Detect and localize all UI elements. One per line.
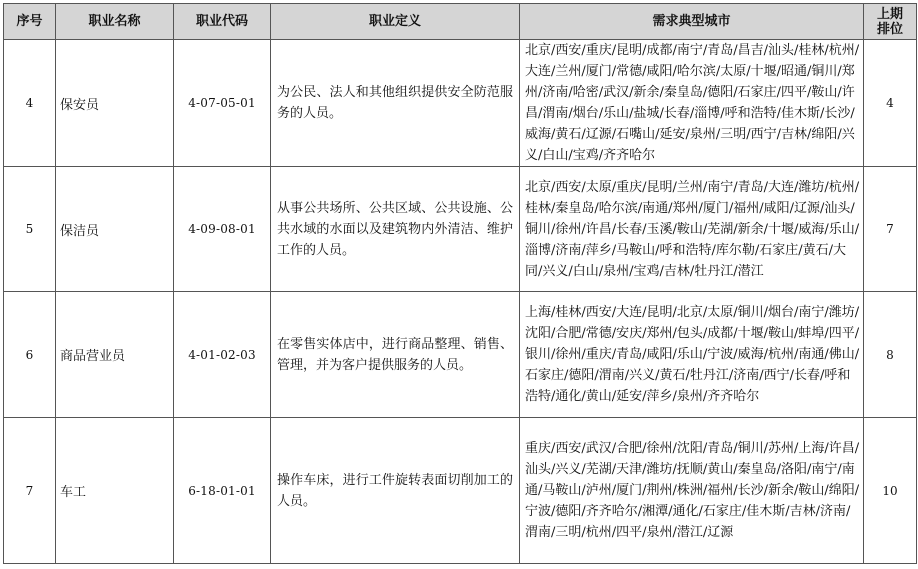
occupation-definition: 从事公共场所、公共区域、公共设施、公共水域的水面以及建筑物内外清洁、维护工作的人员。 (271, 167, 520, 292)
occupation-name: 商品营业员 (56, 292, 174, 418)
table-row (4, 292, 917, 418)
occupation-code: 4-09-08-01 (174, 167, 271, 292)
row-index: 7 (4, 418, 56, 564)
previous-rank: 8 (864, 292, 917, 418)
header-row (4, 4, 917, 40)
occupation-demand-table (3, 3, 917, 564)
occupation-definition: 在零售实体店中，进行商品整理、销售、管理，并为客户提供服务的人员。 (271, 292, 520, 418)
occupation-code: 4-07-05-01 (174, 40, 271, 167)
occupation-name: 保安员 (56, 40, 174, 167)
header-index: 序号 (4, 4, 56, 40)
occupation-definition: 为公民、法人和其他组织提供安全防范服务的人员。 (271, 40, 520, 167)
header-code: 职业代码 (174, 4, 271, 40)
table-row (4, 418, 917, 564)
occupation-name: 车工 (56, 418, 174, 564)
table-row (4, 40, 917, 167)
previous-rank: 10 (864, 418, 917, 564)
header-rank-line1: 上期 (876, 6, 903, 22)
header-cities: 需求典型城市 (520, 4, 864, 40)
row-index: 4 (4, 40, 56, 167)
occupation-name: 保洁员 (56, 167, 174, 292)
header-rank-line2: 排位 (876, 21, 903, 37)
demand-cities: 北京/西安/太原/重庆/昆明/兰州/南宁/青岛/大连/潍坊/杭州/桂林/秦皇岛/哈尔滨/南通/郑州/厦门/福州/咸阳/辽源/汕头/铜川/徐州/许昌/长春/玉溪/鞍山/芜湖/新余/十堰/威海/乐山/淄博/济南/萍乡/马鞍山/呼和浩特/库尔勒/石家庄/黄石/大同/兴义/白山/泉州/宝鸡/吉林/牡丹江/潜江 (520, 167, 864, 292)
header-rank (864, 4, 917, 40)
header-name: 职业名称 (56, 4, 174, 40)
previous-rank: 4 (864, 40, 917, 167)
header-definition: 职业定义 (271, 4, 520, 40)
demand-cities: 北京/西安/重庆/昆明/成都/南宁/青岛/昌吉/汕头/桂林/杭州/大连/兰州/厦门/常德/咸阳/哈尔滨/太原/十堰/昭通/铜川/郑州/济南/哈密/武汉/新余/秦皇岛/德阳/石家庄/四平/鞍山/许昌/渭南/烟台/乐山/盐城/长春/淄博/呼和浩特/佳木斯/长沙/威海/黄石/辽源/石嘴山/延安/泉州/三明/西宁/吉林/绵阳/兴义/白山/宝鸡/齐齐哈尔 (520, 40, 864, 167)
table-row (4, 167, 917, 292)
occupation-code: 4-01-02-03 (174, 292, 271, 418)
row-index: 5 (4, 167, 56, 292)
row-index: 6 (4, 292, 56, 418)
demand-cities: 重庆/西安/武汉/合肥/徐州/沈阳/青岛/铜川/苏州/上海/许昌/汕头/兴义/芜湖/天津/潍坊/抚顺/黄山/秦皇岛/洛阳/南宁/南通/马鞍山/泸州/厦门/荆州/株洲/福州/长沙/新余/鞍山/绵阳/宁波/德阳/齐齐哈尔/湘潭/通化/石家庄/佳木斯/吉林/济南/渭南/三明/杭州/四平/泉州/潜江/辽源 (520, 418, 864, 564)
occupation-code: 6-18-01-01 (174, 418, 271, 564)
occupation-definition: 操作车床，进行工件旋转表面切削加工的人员。 (271, 418, 520, 564)
demand-cities: 上海/桂林/西安/大连/昆明/北京/太原/铜川/烟台/南宁/潍坊/沈阳/合肥/常德/安庆/郑州/包头/成都/十堰/鞍山/蚌埠/四平/银川/徐州/重庆/青岛/咸阳/乐山/宁波/威海/杭州/南通/佛山/石家庄/德阳/渭南/兴义/黄石/牡丹江/济南/西宁/长春/呼和浩特/通化/黄山/延安/萍乡/泉州/齐齐哈尔 (520, 292, 864, 418)
previous-rank: 7 (864, 167, 917, 292)
